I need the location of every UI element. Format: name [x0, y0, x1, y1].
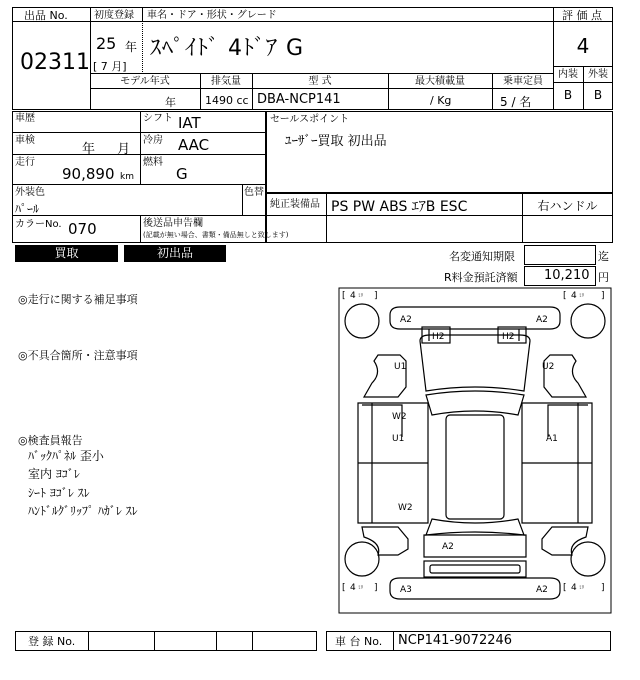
exterior-color-label: 外装色	[15, 187, 45, 198]
tire-rear-left	[345, 542, 379, 576]
tire-unit: ﾐﾘ	[358, 293, 364, 299]
tire-top-right: 4	[571, 291, 577, 301]
rear-window	[426, 519, 524, 535]
interior-grade: B	[563, 88, 573, 102]
mark-rear-bumper-left: A3	[400, 585, 412, 595]
recycle-fee-unit: 円	[598, 271, 609, 284]
history-label: 車歴	[15, 113, 35, 124]
mark-front-fender-left: U1	[394, 362, 407, 372]
mark-front-bumper-right: A2	[536, 315, 548, 325]
recycle-fee: 10,210	[544, 268, 590, 283]
shift-value: IAT	[178, 114, 201, 132]
handle-side: 右ハンドル	[537, 199, 598, 213]
registration-number-label: 登 録 No.	[28, 635, 76, 648]
mark-front-door-right: A1	[546, 434, 558, 444]
rear-bumper	[390, 578, 560, 599]
tire-bottom-right: 4	[571, 583, 577, 593]
rear-garnish	[424, 561, 526, 577]
model-year-label: モデル年式	[120, 76, 170, 87]
ac-value: AAC	[178, 136, 210, 154]
svg-text:[: [	[342, 583, 346, 593]
tire-front-left	[345, 304, 379, 338]
equipment-label: 純正装備品	[270, 199, 320, 210]
svg-text:[: [	[342, 291, 346, 301]
driving-notes-heading: ◎走行に関する補足事項	[18, 293, 138, 306]
tire-rear-right	[571, 542, 605, 576]
mark-rear-door-left: W2	[398, 503, 413, 513]
shift-label: シフト	[143, 113, 173, 124]
mileage-label: 走行	[15, 157, 35, 168]
tire-unit: ﾐﾘ	[579, 585, 585, 591]
docs-label: 後送品申告欄	[143, 218, 203, 229]
first-registration-month: [ 7 月]	[93, 60, 127, 73]
fuel-value: G	[176, 165, 188, 183]
mark-trunk: A2	[442, 542, 454, 552]
tire-top-left: 4	[350, 291, 356, 301]
model-type: DBA-NCP141	[257, 92, 341, 107]
overall-grade: 4	[576, 34, 590, 58]
exterior-grade: B	[593, 88, 603, 102]
svg-text:[: [	[563, 291, 567, 301]
model-year-unit: 年	[165, 96, 176, 109]
svg-text:[: [	[563, 583, 567, 593]
damage-diagram	[338, 287, 612, 614]
capacity-label: 乗車定員	[503, 76, 543, 87]
mileage-value: 90,890	[62, 165, 115, 183]
mark-headlamp-right: H2	[502, 332, 515, 342]
inspection-value: 年 月	[82, 142, 131, 157]
ac-label: 冷房	[143, 135, 163, 146]
displacement-label: 排気量	[211, 76, 241, 87]
mark-rear-bumper-right: A2	[536, 585, 548, 595]
car-name-label: 車名・ドア・形状・グレード	[147, 10, 277, 21]
capacity: 5 / 名	[500, 95, 532, 109]
first-listing-badge: 初出品	[124, 245, 226, 262]
mark-front-door-left-u: U1	[392, 434, 405, 444]
mileage-unit: km	[120, 172, 134, 182]
chassis-number-label: 車 台 No.	[335, 635, 383, 648]
defect-notes-heading: ◎不具合箇所・注意事項	[18, 349, 138, 362]
trunk	[424, 535, 526, 557]
year-unit: 年	[125, 40, 138, 54]
type-label: 型 式	[308, 76, 332, 87]
inspector-line: 室内 ﾖｺﾞﾚ	[28, 467, 80, 481]
first-registration-year: 25	[96, 34, 117, 53]
equipment: PS PW ABS ｴｱB ESC	[331, 199, 468, 215]
roof	[446, 415, 504, 519]
color-no: 070	[68, 220, 97, 238]
max-load: / Kg	[430, 94, 452, 107]
svg-text:]: ]	[374, 291, 378, 301]
tire-unit: ﾐﾘ	[579, 293, 585, 299]
mark-front-door-left-w: W2	[392, 412, 407, 422]
sales-point-label: セールスポイント	[270, 114, 350, 125]
svg-text:]: ]	[374, 583, 378, 593]
transfer-deadline-unit: 迄	[598, 250, 609, 263]
purchase-badge: 買取	[15, 245, 118, 262]
transfer-deadline-label: 名変通知期限	[449, 250, 515, 263]
front-bumper	[390, 307, 560, 329]
windshield	[426, 391, 524, 415]
svg-text:]: ]	[601, 583, 605, 593]
exterior-grade-label: 外装	[588, 69, 608, 80]
color-no-label: カラーNo.	[15, 219, 62, 230]
inspector-line: ﾊﾞｯｸﾊﾟﾈﾙ 歪小	[28, 449, 104, 463]
exterior-color: ﾊﾟｰﾙ	[15, 202, 40, 216]
svg-text:]: ]	[601, 291, 605, 301]
recycle-fee-label: R料金預託済額	[444, 271, 518, 284]
max-load-label: 最大積載量	[415, 76, 465, 87]
tire-bottom-left: 4	[350, 583, 356, 593]
first-registration-label: 初度登録	[94, 10, 134, 21]
lot-label: 出品 No.	[24, 9, 68, 22]
transfer-deadline-value	[524, 245, 596, 265]
interior-grade-label: 内装	[558, 69, 578, 80]
inspector-line: ﾊﾝﾄﾞﾙｸﾞﾘｯﾌﾟ ﾊｶﾞﾚ ｽﾚ	[28, 504, 138, 518]
displacement: 1490 cc	[205, 94, 249, 107]
lot-number: 02311	[20, 50, 90, 75]
docs-note: (記載が無い場合、書類・備品無しと致します)	[143, 231, 289, 239]
color-change-label: 色替	[244, 187, 264, 198]
tire-front-right	[571, 304, 605, 338]
fuel-label: 燃料	[143, 157, 163, 168]
inspector-line: ｼｰﾄ ﾖｺﾞﾚ ｽﾚ	[28, 486, 90, 500]
sales-point: ﾕｰｻﾞｰ買取 初出品	[285, 134, 387, 149]
mark-front-fender-right: U2	[542, 362, 555, 372]
mark-headlamp-left: H2	[432, 332, 445, 342]
inspection-label: 車検	[15, 135, 35, 146]
car-name: ｽﾍﾟｲﾄﾞ 4ﾄﾞｱ G	[150, 36, 305, 61]
mark-front-bumper-left: A2	[400, 315, 412, 325]
chassis-number: NCP141-9072246	[398, 633, 513, 648]
grade-label: 評 価 点	[562, 9, 602, 22]
inspector-report-heading: ◎検査員報告	[18, 434, 83, 447]
tire-unit: ﾐﾘ	[358, 585, 364, 591]
